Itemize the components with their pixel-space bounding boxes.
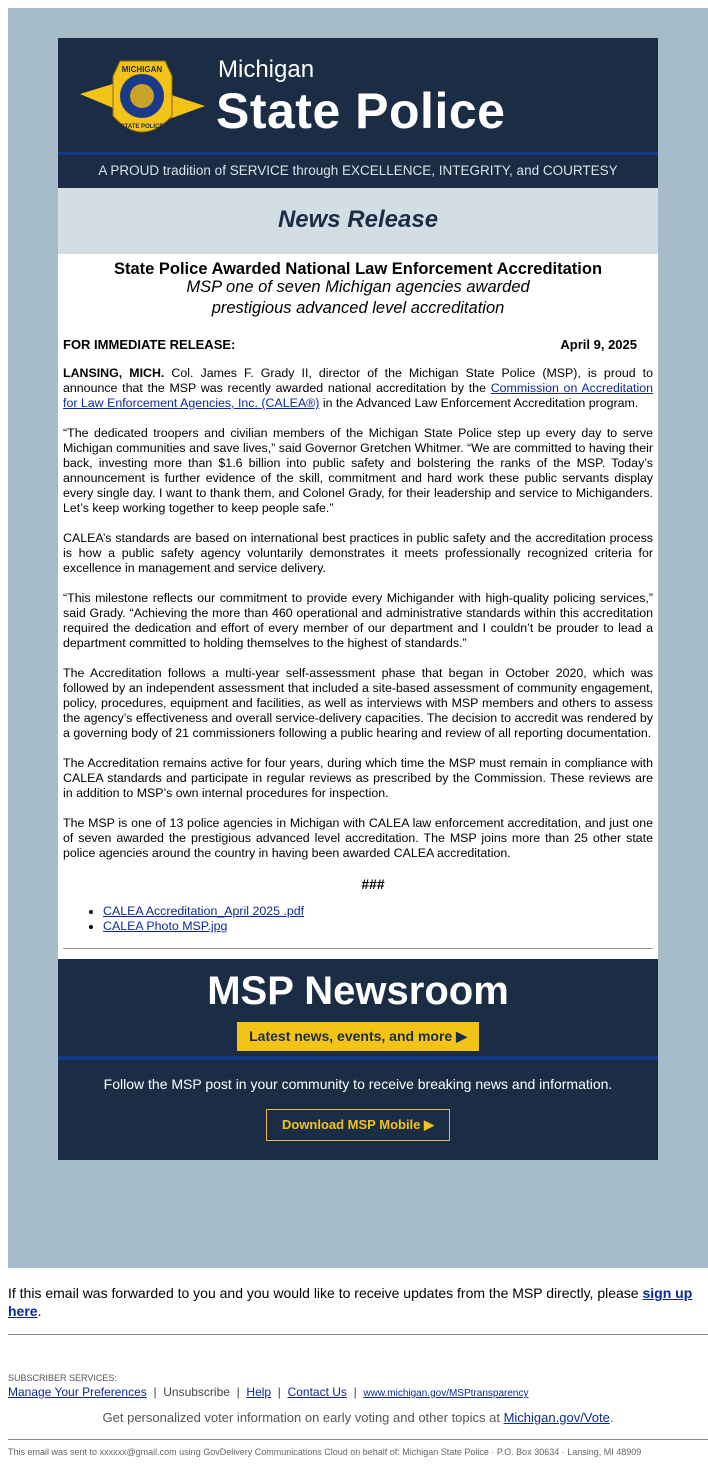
tagline-bar [58,152,658,188]
msp-badge-logo [80,56,205,146]
sent-to-notice: This email was sent to xxxxxx@gmail.com using GovDelivery Communications Cloud on behalf of: Michigan State Police · P.O. Box 30634 · Lansing, MI 48909 [8,1447,642,1457]
paragraph-4: “This milestone reflects our commitment to provide every Michigander with high-quality policing services,” said Grady. “Achieving the more than 460 operational and administrative standards within this accreditation required the dedication and effort of every member of our department and I couldn’t be prouder to lead a department committed to holding themselves to the highest of standards.” [63,591,653,650]
attachments-list [63,904,653,934]
calea-link[interactable]: Commission on Accreditation for Law Enforcement Agencies, Inc. (CALEA®) [63,381,653,410]
email-panel [58,38,658,1160]
p1-text-a: Col. James F. Grady II, director of the Michigan State Police (MSP), is proud to announce that the MSP was recently awarded national accreditation by the [63,366,654,395]
subscriber-links [8,1385,528,1399]
paragraph-5: The Accreditation follows a multi-year self-assessment phase that began in October 2020, which was followed by an independent assessment that included a site-based assessment of community engagement, policy, procedures, equipment and facilities, as well as interviews with MSP members and others to assess the agency’s effectiveness and overall service-delivery capacities. The decision to accredit was rendered by a governing body of 21 commissioners following a public hearing and review of all reporting documentation. [63,666,653,740]
attachment-photo-link[interactable]: CALEA Photo MSP.jpg [103,919,228,933]
manage-preferences-link[interactable]: Manage Your Preferences [8,1385,147,1399]
follow-banner [58,1060,658,1160]
paragraph-1 [63,366,653,411]
end-mark: ### [361,876,385,892]
follow-text: Follow the MSP post in your community to receive breaking news and information. [103,1076,613,1092]
voter-end: . [609,1410,614,1425]
release-date: April 9, 2025 [560,337,637,352]
msp-header [58,38,658,188]
latest-news-button[interactable]: Latest news, events, and more ▶ [237,1022,479,1051]
tagline: A PROUD tradition of SERVICE through EXCELLENCE, INTEGRITY, and COURTESY [98,163,618,178]
separator: | [153,1385,157,1399]
unsubscribe-link[interactable]: Unsubscribe [163,1385,230,1399]
paragraph-7: The MSP is one of 13 police agencies in Michigan with CALEA law enforcement accreditation, and just one of seven awarded the prestigious advanced level accreditation. The MSP joins more than 25 other state police agencies around the country in having been awarded CALEA accreditation. [63,816,653,860]
forward-note [8,1284,698,1320]
newsroom-banner [58,959,658,1056]
headline: State Police Awarded National Law Enforcement Accreditation [113,260,603,278]
forward-text: If this email was forwarded to you and you would like to receive updates from the MSP directly, please [8,1285,643,1301]
brand-michigan: Michigan [218,56,315,83]
download-msp-mobile-button[interactable]: Download MSP Mobile ▶ [266,1109,450,1141]
sign-up-link[interactable]: sign up here [8,1285,693,1319]
voter-text: Get personalized voter information on early voting and other topics at [102,1410,504,1425]
release-line [63,337,637,352]
separator: | [353,1385,357,1399]
vote-link[interactable]: Michigan.gov/Vote [503,1410,610,1425]
release-label: FOR IMMEDIATE RELEASE: [63,337,236,352]
subscriber-services-label: SUBSCRIBER SERVICES: [8,1373,117,1383]
attachment-item [103,904,653,919]
paragraph-2: “The dedicated troopers and civilian members of the Michigan State Police step up every day to serve Michigan communities and save lives,” said Governor Gretchen Whitmer. “We are committed to having their back, investing more than $1.6 billion into public safety and bolstering the ranks of the MSP. Today’s announcement is further evidence of the skill, commitment and hard work these public servants display every single day. I want to thank them, and Colonel Grady, for their leadership and service to Michiganders. Let’s keep working together to keep people safe.” [63,426,653,515]
divider [63,948,653,949]
newsroom-title: MSP Newsroom [207,969,509,1013]
forward-end: . [37,1303,42,1319]
email-frame [8,8,708,1268]
separator: | [277,1385,281,1399]
attachment-item [103,919,653,934]
paragraph-6: The Accreditation remains active for four years, during which time the MSP must remain in compliance with CALEA standards and participate in regular reviews as prescribed by the Commission. These reviews are in addition to MSP’s own internal procedures for inspection. [63,756,653,800]
subhead-line-1: MSP one of seven Michigan agencies awarded [186,278,530,296]
article-body [58,254,658,959]
footer-divider [8,1334,708,1335]
transparency-link[interactable]: www.michigan.gov/MSPtransparency [363,1388,529,1399]
news-release-title: News Release [277,206,439,233]
help-link[interactable]: Help [246,1385,272,1399]
news-release-banner [58,188,658,254]
voter-info [8,1410,708,1425]
p1-text-b: in the Advanced Law Enforcement Accreditation program. [319,396,639,410]
dateline: LANSING, MICH. [63,366,165,380]
separator: | [236,1385,240,1399]
badge-text-top: MICHIGAN [121,65,163,74]
badge-text-bottom: STATE POLICE [120,124,164,130]
contact-us-link[interactable]: Contact Us [287,1385,347,1399]
subhead-line-2: prestigious advanced level accreditation [211,299,505,317]
footer-divider-2 [8,1439,708,1440]
attachment-pdf-link[interactable]: CALEA Accreditation_April 2025 .pdf [103,904,305,918]
brand-state-police: State Police [216,83,506,139]
paragraph-3: CALEA’s standards are based on international best practices in public safety and the accreditation process is how a public safety agency voluntarily demonstrates it meets professionally recognized criteria for excellence in management and service delivery. [63,531,653,575]
